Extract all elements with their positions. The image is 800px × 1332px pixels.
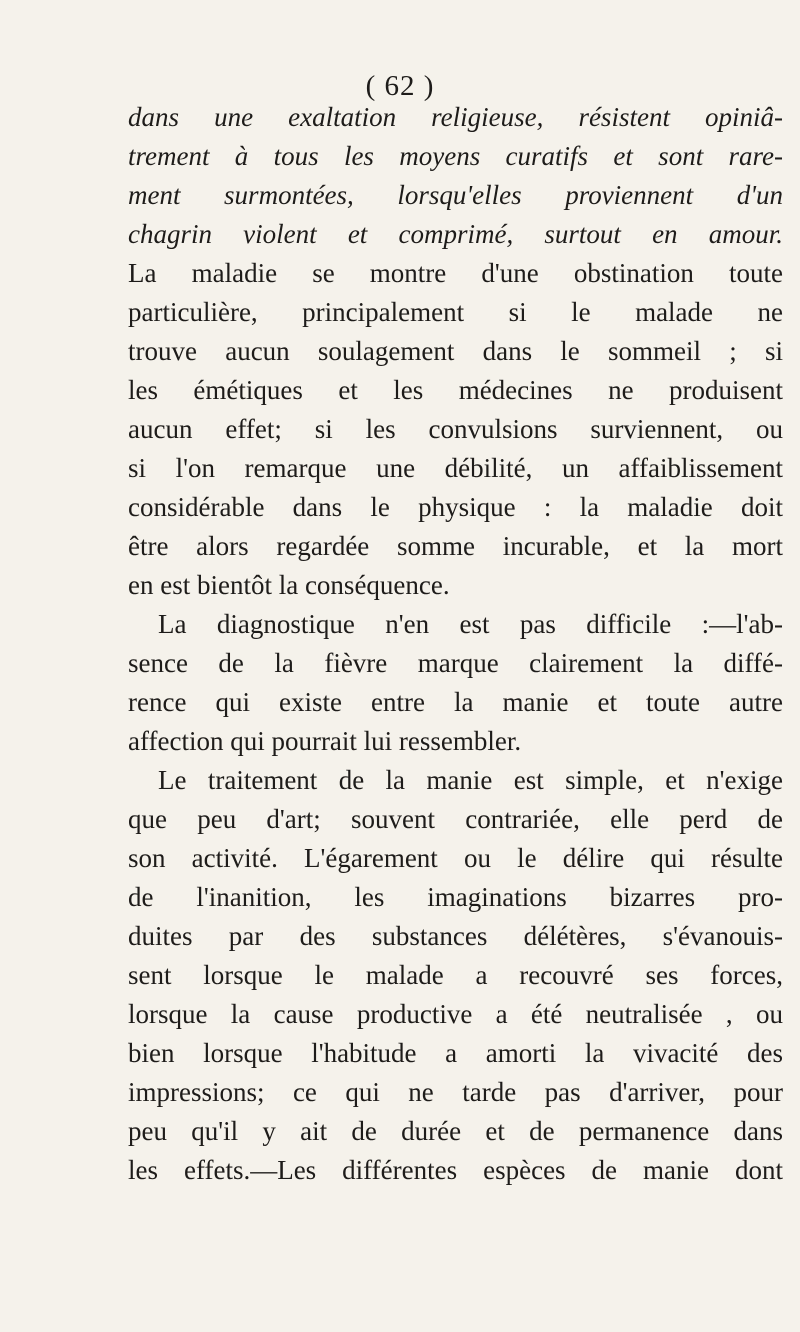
text-line: La maladie se montre d'une obstination toute — [128, 258, 783, 288]
text-line: de l'inanition, les imaginations bizarres pro- — [128, 882, 783, 912]
text-line: particulière, principalement si le malade ne — [128, 297, 783, 327]
text-line: affection qui pourrait lui ressembler. — [128, 726, 522, 756]
text-line: peu qu'il y ait de durée et de permanence dans — [128, 1116, 783, 1146]
text-line: dans une exaltation religieuse, résistent opiniâ- — [128, 102, 783, 132]
text-line: La diagnostique n'en est pas difficile :—l'ab- — [158, 609, 783, 639]
text-line: lorsque la cause productive a été neutralisée , ou — [128, 999, 783, 1029]
body-text — [128, 98, 783, 1190]
text-line: duites par des substances délétères, s'évanouis- — [128, 921, 783, 951]
text-line: sent lorsque le malade a recouvré ses forces, — [128, 960, 783, 990]
text-line: les effets.—Les différentes espèces de manie dont — [128, 1155, 783, 1185]
text-line: son activité. L'égarement ou le délire qui résulte — [128, 843, 783, 873]
text-line: ment surmontées, lorsqu'elles proviennent d'un — [128, 180, 783, 210]
text-line: être alors regardée somme incurable, et la mort — [128, 531, 783, 561]
text-line: bien lorsque l'habitude a amorti la vivacité des — [128, 1038, 783, 1068]
text-line: les émétiques et les médecines ne produisent — [128, 375, 783, 405]
text-line: aucun effet; si les convulsions surviennent, ou — [128, 414, 783, 444]
text-line: trement à tous les moyens curatifs et sont rare- — [128, 141, 783, 171]
text-line: Le traitement de la manie est simple, et n'exige — [158, 765, 783, 795]
text-line: considérable dans le physique : la maladie doit — [128, 492, 783, 522]
page-number: ( 62 ) — [365, 70, 435, 102]
text-line: chagrin violent et comprimé, surtout en amour. — [128, 219, 783, 249]
text-line: en est bientôt la conséquence. — [128, 570, 450, 600]
text-line: sence de la fièvre marque clairement la diffé- — [128, 648, 783, 678]
text-line: que peu d'art; souvent contrariée, elle perd de — [128, 804, 783, 834]
text-line: rence qui existe entre la manie et toute autre — [128, 687, 783, 717]
text-line: impressions; ce qui ne tarde pas d'arriver, pour — [128, 1077, 783, 1107]
text-line: si l'on remarque une débilité, un affaiblissement — [128, 453, 783, 483]
text-line: trouve aucun soulagement dans le sommeil ; si — [128, 336, 783, 366]
